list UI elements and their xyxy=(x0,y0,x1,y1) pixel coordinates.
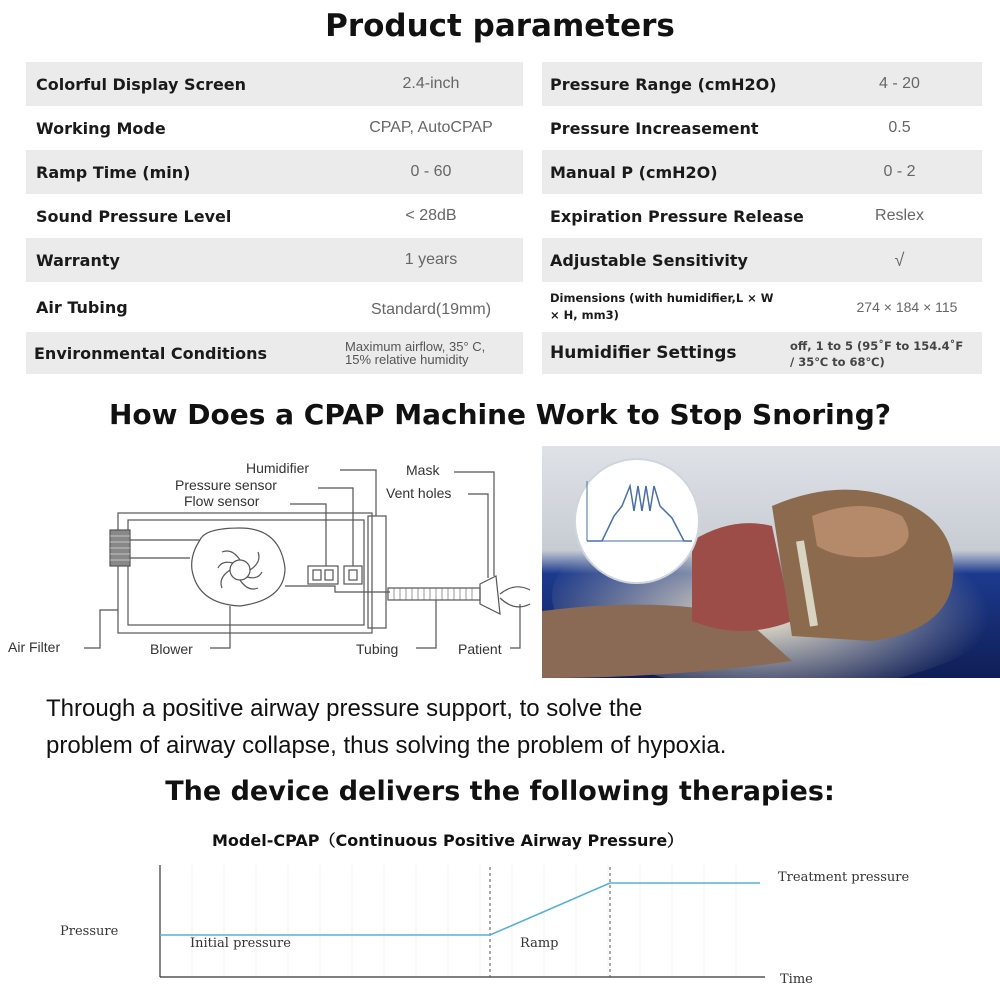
humidifier-panel xyxy=(368,516,386,628)
param-row xyxy=(26,62,523,106)
param-row xyxy=(26,332,523,374)
param-row xyxy=(542,62,982,106)
anatomy-illustration xyxy=(542,446,1000,678)
param-key: Adjustable Sensitivity xyxy=(550,250,748,270)
param-key xyxy=(542,290,812,324)
param-row xyxy=(542,332,982,374)
param-value: < 28dB xyxy=(405,207,457,224)
chart-grid xyxy=(192,865,736,977)
param-value: √ xyxy=(894,249,905,270)
param-value-line: off, 1 to 5 (95˚F to 154.4˚F xyxy=(790,339,964,353)
casing-outline xyxy=(118,513,372,633)
leader-air-filter xyxy=(84,610,118,648)
annotation-ramp: Ramp xyxy=(520,936,559,951)
param-value-line: Maximum airflow, 35° C, xyxy=(345,339,486,354)
param-key-line: × H, mm3) xyxy=(550,308,619,322)
nasal-cavity-shape xyxy=(812,506,909,557)
param-key: Air Tubing xyxy=(36,297,128,317)
param-row xyxy=(542,150,982,194)
label-tubing: Tubing xyxy=(356,641,399,657)
blower-housing xyxy=(192,528,285,606)
param-value xyxy=(790,338,982,370)
param-value: 0 - 60 xyxy=(410,163,452,180)
leader-vent xyxy=(468,494,488,578)
leader-humidifier xyxy=(340,470,376,516)
leader-blower xyxy=(210,606,230,648)
param-key-line: Dimensions (with humidifier,L × W xyxy=(550,291,774,305)
params-table-right xyxy=(542,62,982,374)
param-value: Standard(19mm) xyxy=(370,301,492,318)
mask-shape xyxy=(480,576,500,614)
param-key: Sound Pressure Level xyxy=(36,206,232,226)
param-value: 274 × 184 × 115 xyxy=(856,299,958,315)
series-line xyxy=(160,883,760,935)
intake-duct xyxy=(130,540,200,558)
chart-title: Model-CPAP（Continuous Positive Airway Pressure） xyxy=(212,831,684,850)
casing-inner xyxy=(128,520,364,625)
label-patient: Patient xyxy=(458,641,502,657)
label-air-filter: Air Filter xyxy=(8,639,61,655)
label-humidifier: Humidifier xyxy=(246,460,310,476)
param-row xyxy=(26,238,523,282)
param-row xyxy=(26,282,523,332)
param-key: Manual P (cmH2O) xyxy=(550,162,718,182)
patient-nose-icon xyxy=(500,587,530,607)
param-row xyxy=(542,106,982,150)
param-row xyxy=(542,282,982,332)
param-key: Working Mode xyxy=(36,118,166,138)
param-value: 4 - 20 xyxy=(879,75,920,92)
leader-patient xyxy=(510,604,520,648)
param-value-line: / 35℃ to 68℃) xyxy=(790,355,885,369)
param-value: 1 years xyxy=(404,251,458,268)
param-value xyxy=(345,340,530,366)
param-row xyxy=(26,106,523,150)
description-line: Through a positive airway pressure support, to solve the xyxy=(46,695,643,722)
pressure-chart xyxy=(40,855,990,995)
param-key: Expiration Pressure Release xyxy=(550,206,804,226)
param-key: Pressure Range (cmH2O) xyxy=(550,74,777,94)
description xyxy=(46,690,986,764)
param-key: Pressure Increasement xyxy=(550,118,759,138)
leader-tubing xyxy=(416,600,436,648)
annotation-initial-pressure: Initial pressure xyxy=(190,936,291,951)
label-flow-sensor: Flow sensor xyxy=(184,493,260,509)
annotation-treatment-pressure: Treatment pressure xyxy=(778,870,910,885)
params-table-left xyxy=(26,62,523,374)
label-vent-holes: Vent holes xyxy=(386,485,452,501)
outlet-duct xyxy=(285,586,390,592)
param-row xyxy=(542,194,982,238)
label-mask: Mask xyxy=(406,462,440,478)
param-value: 0 - 2 xyxy=(883,163,916,180)
phase-dividers xyxy=(490,867,610,977)
param-value: Reslex xyxy=(875,207,924,224)
param-row xyxy=(26,150,523,194)
section-title-therapies: The device delivers the following therapies: xyxy=(165,776,835,807)
y-axis-label: Pressure xyxy=(60,924,119,939)
param-value-line: 15% relative humidity xyxy=(345,352,469,367)
label-blower: Blower xyxy=(150,641,193,657)
param-key: Warranty xyxy=(36,250,120,270)
param-row xyxy=(542,238,982,282)
section-title-how: How Does a CPAP Machine Work to Stop Snoring? xyxy=(108,398,892,431)
param-key: Humidifier Settings xyxy=(550,343,737,363)
param-key: Ramp Time (min) xyxy=(36,162,191,182)
waveform-inset xyxy=(575,459,699,583)
param-value: 2.4-inch xyxy=(402,75,460,92)
param-value: 0.5 xyxy=(888,119,911,136)
label-pressure-sensor: Pressure sensor xyxy=(175,477,277,493)
param-key: Environmental Conditions xyxy=(34,343,268,363)
param-value: CPAP, AutoCPAP xyxy=(369,119,493,136)
description-line: problem of airway collapse, thus solving the problem of hypoxia. xyxy=(46,732,727,759)
blower-fan-icon xyxy=(218,551,262,589)
param-row xyxy=(26,194,523,238)
pressure-sensor-box xyxy=(344,566,362,584)
param-key: Colorful Display Screen xyxy=(36,74,247,94)
cpap-schematic xyxy=(0,455,540,680)
section-title-params: Product parameters xyxy=(325,8,675,44)
leader-pressure xyxy=(318,488,353,566)
x-axis-label: Time xyxy=(780,972,813,987)
